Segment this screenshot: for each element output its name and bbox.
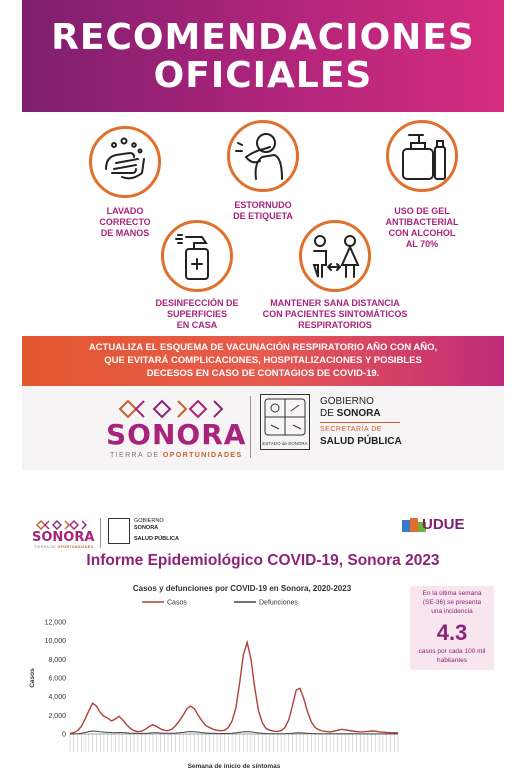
poster-title-line1: RECOMENDACIONES <box>51 17 475 58</box>
rec4-line1: DESINFECCIÓN DE <box>155 298 239 308</box>
report-tagline-highlight: OPORTUNIDADES <box>57 545 94 549</box>
rec3-line3: CON ALCOHOL <box>388 228 456 238</box>
notice-line1: ACTUALIZA EL ESQUEMA DE VACUNACIÓN RESPIRATORIO AÑO CON AÑO, <box>88 342 438 353</box>
report-state-seal-icon <box>108 518 130 544</box>
sec-line1: SECRETARÍA DE <box>320 426 382 433</box>
report-gov-line1: GOBIERNO <box>134 518 164 524</box>
series-line-casos <box>70 643 398 734</box>
state-seal-icon <box>261 395 309 439</box>
seal-caption: ESTADO de SONORA <box>262 441 308 446</box>
poster-title-line2: OFICIALES <box>153 55 373 96</box>
y-axis-label: Casos <box>29 668 36 688</box>
notice-line2: QUE EVITARÁ COMPLICACIONES, HOSPITALIZACIONES Y POSIBLES <box>104 355 422 366</box>
report-gov-line2: SONORA <box>134 525 159 531</box>
recommendation-distance <box>250 220 420 330</box>
callout-line3: una incidencia <box>431 608 473 615</box>
rec1-line2: CORRECTO <box>99 217 151 227</box>
recommendation-sneeze <box>208 120 318 220</box>
recommendation-disinfect <box>132 220 262 330</box>
sec-line2: SALUD PÚBLICA <box>320 436 402 447</box>
rec4-line2: SUPERFICIES <box>166 309 227 319</box>
x-axis-label: Semana de inicio de síntomas <box>187 763 281 770</box>
gov-line1: GOBIERNO <box>320 396 374 407</box>
report-sonora-brand: SONORA <box>32 530 95 545</box>
series-line-defunciones <box>70 731 398 734</box>
y-tick-label: 2,000 <box>48 712 66 720</box>
tagline-prefix: TIERRA DE <box>110 452 163 459</box>
report-sec-line: SALUD PÚBLICA <box>134 536 179 542</box>
rec3-line1: USO DE GEL <box>394 206 450 216</box>
callout-value: 4.3 <box>436 620 468 645</box>
udue-label: UDUE <box>422 516 465 533</box>
y-tick-label: 8,000 <box>48 656 66 664</box>
rec1-line3: DE MANOS <box>100 228 150 238</box>
y-tick-label: 0 <box>62 731 66 739</box>
callout-line2: (SE-36) se presenta <box>422 599 482 606</box>
covid-line-chart <box>22 592 410 771</box>
gov-line2: SONORA <box>336 408 381 419</box>
rec5-line3: RESPIRATORIOS <box>298 320 372 330</box>
spray-bottle-icon <box>161 220 233 292</box>
rec2-line1: ESTORNUDO <box>234 200 292 210</box>
rec3-line2: ANTIBACTERIAL <box>385 217 459 227</box>
rec2-line2: DE ETIQUETA <box>233 211 293 221</box>
epidemiological-report <box>22 506 504 771</box>
chart-title: Casos y defunciones por COVID-19 en Sonora, 2020-2023 <box>132 584 352 593</box>
gel-bottle-icon <box>386 120 458 192</box>
rec1-line1: LAVADO <box>106 206 144 216</box>
y-tick-label: 12,000 <box>44 619 66 627</box>
incidence-callout <box>410 586 494 670</box>
report-tagline-prefix: TIERRA DE <box>34 545 58 549</box>
y-tick-label: 4,000 <box>48 694 66 702</box>
legend-label: Casos <box>167 599 187 607</box>
report-title: Informe Epidemiológico COVID-19, Sonora 2023 <box>86 552 440 569</box>
rec5-line1: MANTENER SANA DISTANCIA <box>270 298 400 308</box>
handwash-icon <box>89 126 161 198</box>
sonora-brand: SONORA <box>106 418 247 451</box>
state-seal <box>260 394 310 450</box>
footer-divider <box>250 396 251 458</box>
sneeze-icon <box>227 120 299 192</box>
vaccination-notice <box>22 336 504 386</box>
gov-line2-prefix: DE <box>320 408 337 419</box>
notice-line3: DECESOS EN CASO DE CONTAGIOS DE COVID-19. <box>146 368 380 379</box>
y-tick-label: 10,000 <box>44 638 66 646</box>
y-tick-label: 6,000 <box>48 675 66 683</box>
rec5-line2: CON PACIENTES SINTOMÁTICOS <box>262 309 408 319</box>
rec4-line3: EN CASA <box>176 320 218 330</box>
callout-line1: En la última semana <box>422 590 482 597</box>
tagline-highlight: OPORTUNIDADES <box>162 452 243 459</box>
poster-banner <box>22 0 504 112</box>
poster-footer <box>22 386 504 470</box>
distance-icon <box>299 220 371 292</box>
legend-label: Defunciones <box>259 599 298 607</box>
rec3-line4: AL 70% <box>405 239 439 249</box>
callout-line5: habitantes <box>437 657 467 664</box>
callout-line4: casos por cada 100 mil <box>418 648 486 655</box>
